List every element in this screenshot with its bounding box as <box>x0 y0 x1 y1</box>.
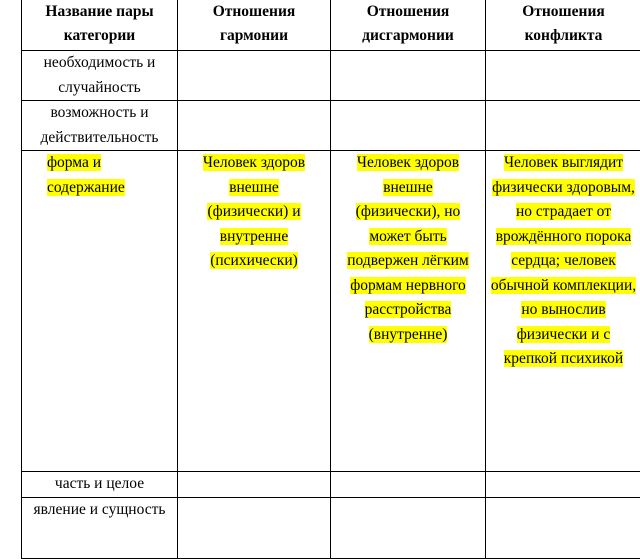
conflict-cell <box>486 101 640 151</box>
pair-name-cell: явление и сущность <box>22 497 178 558</box>
disharmony-cell <box>331 472 486 498</box>
harmony-text: Человек здоров внешне (физически) и внутренне (психически) <box>203 154 305 269</box>
table-row <box>22 151 640 472</box>
header-disharmony: Отношения дисгармонии <box>331 0 486 51</box>
disharmony-cell <box>331 51 486 101</box>
disharmony-cell <box>331 101 486 151</box>
pair-name-cell: необходимость и случайность <box>22 51 178 101</box>
harmony-cell <box>178 101 331 151</box>
disharmony-cell <box>331 497 486 558</box>
header-pair-name: Название пары категории <box>22 0 178 51</box>
conflict-text: Человек выглядит физически здоровым, но страдает от врождённого порока сердца; человек обычной комплекции, но вынослив физически и с крепкой психикой <box>491 154 636 367</box>
conflict-cell <box>486 51 640 101</box>
harmony-cell <box>178 497 331 558</box>
header-row <box>22 0 640 51</box>
table-row <box>22 497 640 558</box>
pair-name-cell: возможность и действительность <box>22 101 178 151</box>
harmony-cell <box>178 151 331 472</box>
header-harmony: Отношения гармонии <box>178 0 331 51</box>
disharmony-text: Человек здоров внешне (физически), но может быть подвержен лёгким формам нервного расстройства (внутренне) <box>347 154 469 343</box>
pair-name-cell: часть и целое <box>22 472 178 498</box>
table-row <box>22 51 640 101</box>
table-row <box>22 472 640 498</box>
pair-name-highlighted: форма и содержание <box>47 154 125 196</box>
disharmony-cell <box>331 151 486 472</box>
conflict-cell <box>486 497 640 558</box>
conflict-cell <box>486 151 640 472</box>
harmony-cell <box>178 51 331 101</box>
table-row <box>22 101 640 151</box>
pair-name-cell <box>22 151 178 472</box>
categories-table <box>21 0 640 559</box>
conflict-cell <box>486 472 640 498</box>
harmony-cell <box>178 472 331 498</box>
header-conflict: Отношения конфликта <box>486 0 640 51</box>
